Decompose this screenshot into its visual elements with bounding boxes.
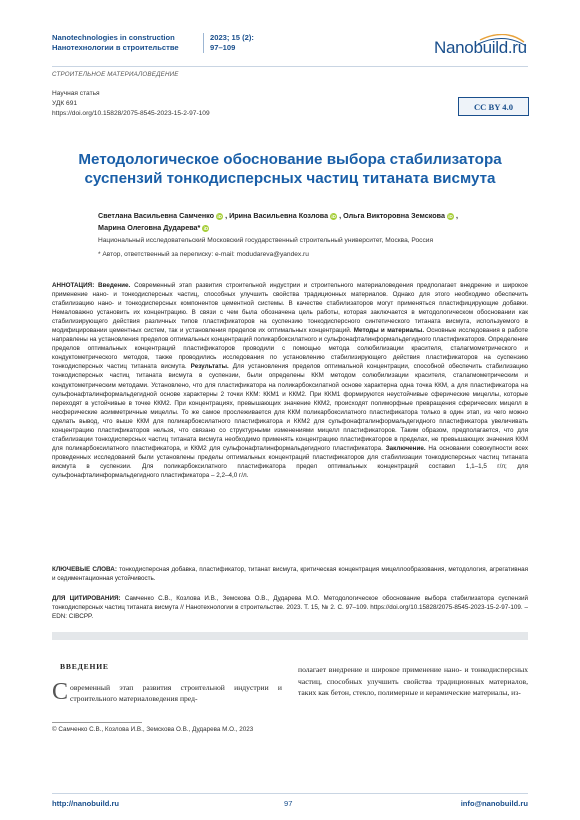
footer-rule [52, 793, 528, 794]
issue-volume: 2023; 15 (2): [210, 33, 254, 42]
author-name: Ольга Викторовна Земскова [343, 211, 445, 220]
orcid-icon[interactable]: iD [203, 225, 209, 231]
article-title [52, 150, 528, 188]
keywords-label: КЛЮЧЕВЫЕ СЛОВА: [52, 566, 117, 573]
abstract-intro-text: Современный этап развития строительной индустрии и строительного материаловедения предполагает внедрение и широкое применение нано- и тонкодисперсных частиц, способных улучшить свойства традиционных материалов. Однако для этого необходимо обеспечить стабилизацию нано- и тонкодисперсных компонентов цементной системы. В качестве стабилизаторов могут применяться пластифицирующие добавки. Немаловажно установить их концентрацию. В связи с чем была обозначена цель работы, которая заключается в методологическом обосновании как стабилизирующего действия различных типов пластификаторов на суспензию тонкодисперсного синтетического титаната висмута, используемого в модифицировании цементных систем, так и установления пределов их оптимальных концентраций. [52, 282, 529, 335]
footnote-rule [52, 722, 142, 723]
author-name: Марина Олеговна Дударева* [98, 223, 201, 232]
journal-name [52, 33, 179, 53]
doi-link[interactable]: https://doi.org/10.15828/2075-8545-2023-15-2-97-109 [52, 110, 210, 117]
title-line-2: суспензий тонкодисперсных частиц титаната висмута [84, 170, 496, 187]
logo-text: Nanobuild.ru [434, 38, 527, 57]
intro-left-text: овременный этап развития строительной индустрии и строительного материаловедения пред- [70, 683, 282, 703]
abstract-methods-label: Методы и материалы. [353, 327, 425, 335]
citation-label: ДЛЯ ЦИТИРОВАНИЯ: [52, 595, 121, 602]
journal-name-en: Nanotechnologies in construction [52, 33, 175, 42]
author-list: Светлана Васильевна Самченко iD , Ирина Васильевна Козлова iD , Ольга Викторовна Земскова iD , Марина Олеговна Дударева* iD [98, 211, 458, 232]
abstract-conclusion-text: На основании совокупности всех проведенных исследований были установлены пределы оптимальных концентраций пластификаторов для стабилизации тонкодисперсных частиц титаната висмута в суспензии. Для поликарбоксилатного пластификатора предел оптимальных концентраций составил 1,1–1,5 г/л; для сульфонафталинформальдегидного пластификатора – 2,2–4,0 г/л. [52, 444, 529, 479]
author-name: Светлана Васильевна Самченко [98, 211, 215, 220]
section-rubric: СТРОИТЕЛЬНОЕ МАТЕРИАЛОВЕДЕНИЕ [52, 71, 179, 78]
footer-email-link[interactable]: info@nanobuild.ru [460, 799, 528, 808]
abstract-methods-text: Основные исследования в работе направлены на установления пределов оптимальных концентраций поликарбоксилатного и сульфонафталинформальдегидного пластификаторов. Определение пределов оптимальных концентраций пластификаторов проводили с помощью метода солюбилизации красителя, сталагмометрического и кондуктометрического методов, также проводились исследования по установлению стабилизирующего действия пластификаторов на суспензию тонкодисперсных частиц титаната висмута. [52, 327, 528, 371]
udk: УДК 691 [52, 100, 78, 107]
affiliation: Национальный исследовательский Московский государственный строительный университет, Москва, Россия [98, 237, 434, 244]
license-badge[interactable]: CC BY 4.0 [458, 97, 529, 116]
abstract-conclusion-label: Заключение. [385, 444, 426, 452]
nanobuild-logo[interactable] [420, 34, 530, 64]
header-divider [203, 33, 204, 53]
issue-pages: 97–109 [210, 43, 236, 52]
abstract-results-label: Результаты. [190, 363, 229, 371]
abstract [52, 281, 528, 480]
abstract-results-text: Для установления пределов оптимальной концентрации, способной обеспечить стабилизацию тонкодисперсных частиц титаната висмута в суспензии, были определены ККМ методом солюбилизации красителя, сталагмометрическим и кондуктометрическим методами. Установлено, что для пластификатора на поликарбоксилатной основе характерна одна точка ККМ, а для пластификатора на сульфонафталинформальдегидной основе характерны 2 точки ККМ: ККМ1 и ККМ2. При ККМ1 формируются неустойчивые сферические мицеллы, которые переходят в устойчивые в точке ККМ2. При концентрациях, превышающих значение ККМ2, происходят полиморфные превращения сферических мицелл в несферические асимметричные мицеллы. То же самое прослеживается для ККМ поликарбоксилатного пластификатора только в один этап, из чего можно сделать вывод, что выше ККМ для поликарбоксилатного пластификатора и ККМ2 для сульфонафталинформальдегидного пластификатора увеличивать концентрацию пластификаторов нельзя, что связано со структурными изменениями мицелл пластификаторов. Таким образом, предполагается, что для стабилизации тонкодисперсных частиц титаната висмута необходимо применять концентрацию пластификаторов в пределах, не превышающих значения ККМ для поликарбоксилатного пластификатора, и ККМ2 для сульфонафталинформальдегидного пластификатора. [52, 363, 528, 452]
article-type: Научная статья [52, 90, 100, 97]
intro-column-right: полагает внедрение и широкое применение нано- и тонкодисперсных частиц, способных улучшить свойства традиционных материалов, таких как бетон, стекло, полимерные и керамические материалы, из- [298, 665, 528, 698]
intro-column-left [52, 679, 282, 705]
journal-name-ru: Нанотехнологии в строительстве [52, 43, 179, 52]
orcid-icon[interactable]: iD [448, 213, 453, 219]
page-header [0, 0, 580, 62]
drop-cap: С [52, 679, 69, 705]
abstract-label: АННОТАЦИЯ: [52, 282, 95, 289]
author-name: Ирина Васильевна Козлова [229, 211, 329, 220]
copyright-footnote: © Самченко С.В., Козлова И.В., Земскова О.В., Дударева М.О., 2023 [52, 726, 254, 733]
abstract-intro-label: Введение. [98, 282, 131, 289]
orcid-icon[interactable]: iD [331, 213, 336, 219]
orcid-icon[interactable]: iD [217, 213, 222, 219]
footer-website-link[interactable]: http://nanobuild.ru [52, 799, 120, 808]
keywords-text: тонкодисперсная добавка, пластификатор, титанат висмута, критическая концентрация мицеллообразования, методология, агрегативная и седиментационная устойчивость. [52, 566, 529, 583]
section-divider-bar [52, 632, 528, 640]
title-line-1: Методологическое обоснование выбора стабилизатора [78, 151, 502, 168]
citation-text: Самченко С.В., Козлова И.В., Земскова О.В., Дударева М.О. Методологическое обоснование выбора стабилизатора суспензий тонкодисперсных частиц титаната висмута // Нанотехнологии в строительстве. 2023. Т. 15, № 2. С. 97–109. https://doi.org/10.15828/2075-8545-2023-15-2-97-109. – EDN: CIBCPP. [52, 595, 529, 621]
page-number: 97 [284, 799, 293, 808]
citation [52, 594, 528, 621]
issue-info [210, 33, 254, 53]
article-meta [52, 89, 210, 119]
keywords [52, 565, 528, 583]
corresponding-author: * Автор, ответственный за переписку: e-mail: modudareva@yandex.ru [98, 251, 309, 258]
header-rule [52, 66, 528, 67]
intro-heading: ВВЕДЕНИЕ [60, 662, 109, 671]
